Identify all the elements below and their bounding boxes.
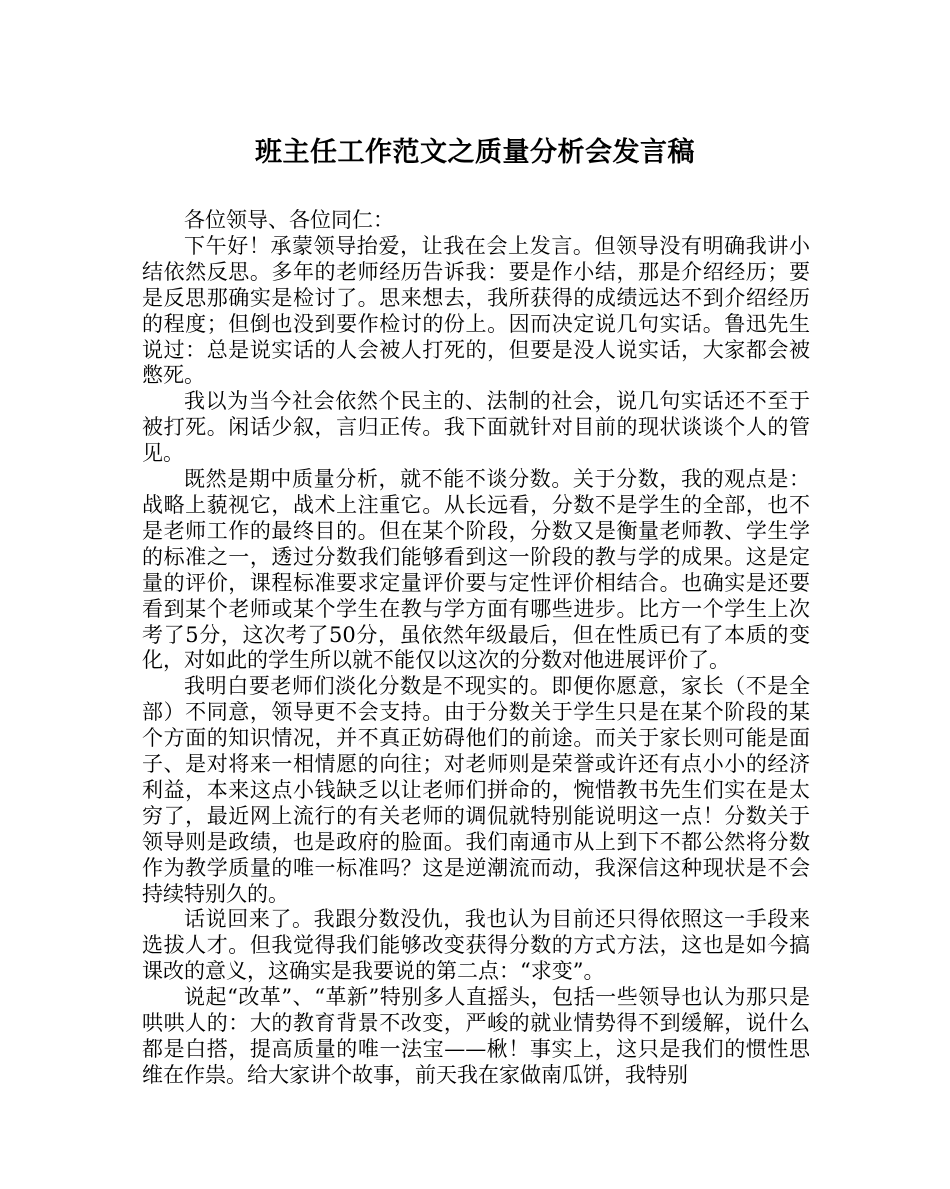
paragraph: 我以为当今社会依然个民主的、法制的社会，说几句实话还不至于被打死。闲话少叙，言归正传。我下面就针对目前的现状谈谈个人的管见。: [142, 389, 810, 466]
paragraph: 我明白要老师们淡化分数是不现实的。即便你愿意，家长（不是全部）不同意，领导更不会支持。由于分数关于学生只是在某个阶段的某个方面的知识情况，并不真正妨碍他们的前途。而关于家长则可能是面子、是对将来一相情愿的向往；对老师则是荣誉或许还有点小小的经济利益，本来这点小钱缺乏以让老师们拼命的，惋惜教书先生们实在是太穷了，最近网上流行的有关老师的调侃就特别能说明这一点！分数关于领导则是政绩，也是政府的脸面。我们南通市从上到下不都公然将分数作为教学质量的唯一标准吗？这是逆潮流而动，我深信这种现状是不会持续特别久的。: [142, 674, 810, 906]
paragraph: 话说回来了。我跟分数没仇，我也认为目前还只得依照这一手段来选拔人才。但我觉得我们能够改变获得分数的方式方法，这也是如今搞课改的意义，这确实是我要说的第二点：“求变”。: [142, 907, 810, 984]
document-body: [142, 208, 810, 1089]
paragraph: 既然是期中质量分析，就不能不谈分数。关于分数，我的观点是：战略上藐视它，战术上注重它。从长远看，分数不是学生的全部，也不是老师工作的最终目的。但在某个阶段，分数又是衡量老师教、学生学的标准之一，透过分数我们能够看到这一阶段的教与学的成果。这是定量的评价，课程标准要求定量评价要与定性评价相结合。也确实是还要看到某个老师或某个学生在教与学方面有哪些进步。比方一个学生上次考了5分，这次考了50分，虽依然年级最后，但在性质已有了本质的变化，对如此的学生所以就不能仅以这次的分数对他进展评价了。: [142, 467, 810, 673]
paragraph: 下午好！承蒙领导抬爱，让我在会上发言。但领导没有明确我讲小结依然反思。多年的老师经历告诉我：要是作小结，那是介绍经历；要是反思那确实是检讨了。思来想去，我所获得的成绩远达不到介绍经历的程度；但倒也没到要作检讨的份上。因而决定说几句实话。鲁迅先生说过：总是说实话的人会被人打死的，但要是没人说实话，大家都会被憋死。: [142, 233, 810, 388]
paragraph-greeting: 各位领导、各位同仁：: [184, 208, 394, 232]
paragraph: 说起“改革”、“革新”特别多人直摇头，包括一些领导也认为那只是哄哄人的：大的教育背景不改变，严峻的就业情势得不到缓解，说什么都是白搭，提高质量的唯一法宝——楸！事实上，这只是我们的惯性思维在作祟。给大家讲个故事，前天我在家做南瓜饼，我特别: [142, 985, 810, 1087]
document-title: 班主任工作范文之质量分析会发言稿: [255, 137, 695, 168]
